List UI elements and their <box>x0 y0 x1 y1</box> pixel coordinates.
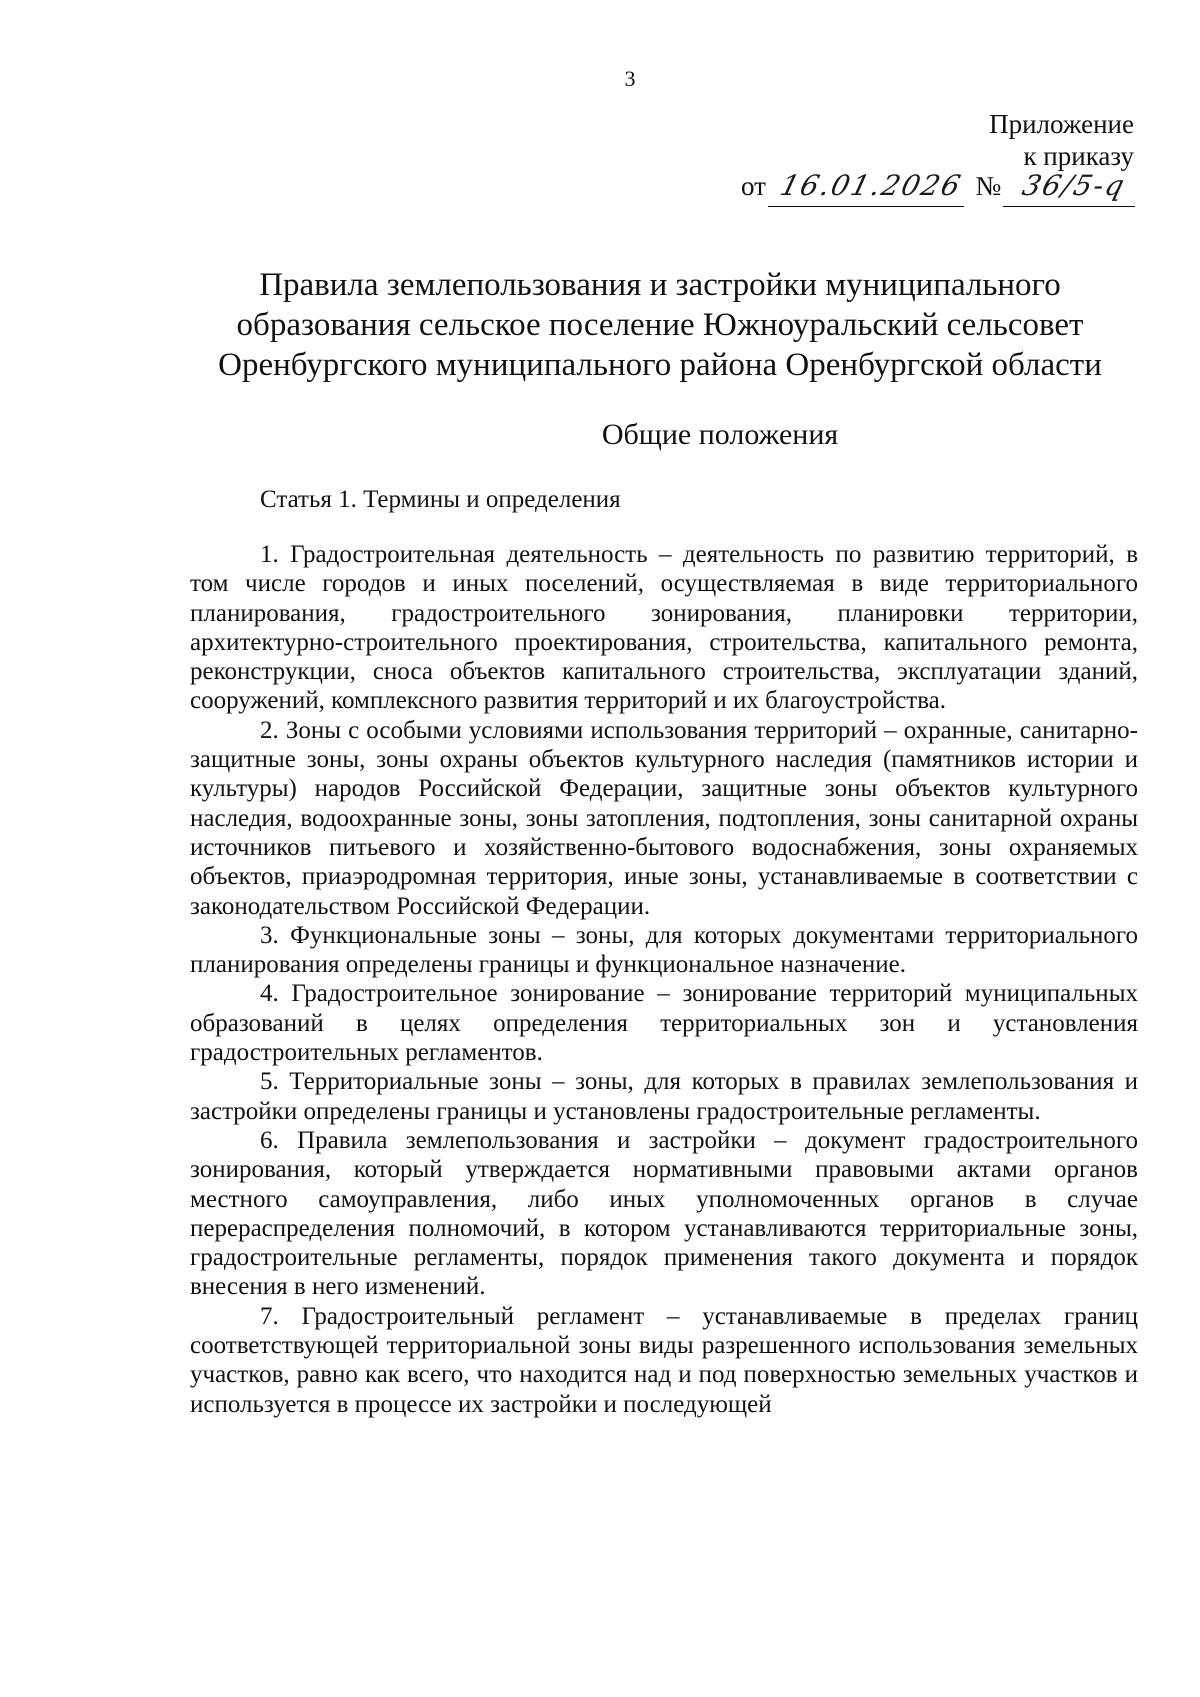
to-order-label: к приказу <box>1023 141 1134 171</box>
number-sign: № <box>975 171 1002 201</box>
paragraph-3: 3. Функциональные зоны – зоны, для которых документами территориального планирования определены границы и функциональное назначение. <box>190 921 1138 979</box>
paragraph-5: 5. Территориальные зоны – зоны, для которых в правилах землепользования и застройки определены границы и установлены градостроительные регламенты. <box>190 1068 1138 1125</box>
paragraph-7: 7. Градостроительный регламент – устанавливаемые в пределах границ соответствующей территориальной зоны виды разрешенного использования земельных участков, равно как всего, что находится над и под поверхностью земельных участков и используется в процессе их застройки и последующей <box>190 1302 1138 1418</box>
paragraph-2: 2. Зоны с особыми условиями использования территорий – охранные, санитарно-защитные зоны, зоны охраны объектов культурного наследия (памятников истории и культуры) народов Российской Федерации, защитные зоны объектов культурного наследия, водоохранные зоны, зоны затопления, подтопления, зоны санитарной охраны источников питьевого и хозяйственно-бытового водоснабжения, зоны охраняемых объектов, приаэродромная территория, иные зоны, устанавливаемые в соответствии с законодательством Российской Федерации. <box>190 716 1138 920</box>
order-reference <box>741 166 1140 207</box>
paragraph-4: 4. Градостроительное зонирование – зонирование территорий муниципальных образований в целях определения территориальных зон и установления градостроительных регламентов. <box>190 980 1138 1067</box>
article-heading: Статья 1. Термины и определения <box>260 486 621 513</box>
page-number: 3 <box>624 66 636 91</box>
paragraph-6: 6. Правила землепользования и застройки – документ градостроительного зонирования, который утверждается нормативными правовыми актами органов местного самоуправления, либо иных уполномоченных органов в случае перераспределения полномочий, в котором устанавливаются территориальные зоны, градостроительные регламенты, порядок применения такого документа и порядок внесения в него изменений. <box>190 1126 1138 1301</box>
paragraph-1: 1. Градостроительная деятельность – деятельность по развитию территорий, в том числе городов и иных поселений, осуществляемая в виде территориального планирования, градостроительного зонирования, планировки территории, архитектурно-строительного проектирования, строительства, капитального ремонта, реконструкции, сноса объектов капитального строительства, эксплуатации зданий, сооружений, комплексного развития территорий и их благоустройства. <box>190 541 1138 715</box>
appendix-header <box>989 108 1134 172</box>
appendix-label: Приложение <box>989 109 1134 139</box>
document-body <box>190 540 1138 1419</box>
from-label: от <box>741 171 766 201</box>
document-title: Правила землепользования и застройки муниципального образования сельское поселение Южноуральский сельсовет Оренбургского муниципального района Оренбургской области <box>218 267 1102 383</box>
order-date-handwritten: 16.01.2026 <box>768 166 974 207</box>
order-number-handwritten: 36/5-q <box>1003 166 1145 207</box>
section-heading: Общие положения <box>601 418 839 451</box>
